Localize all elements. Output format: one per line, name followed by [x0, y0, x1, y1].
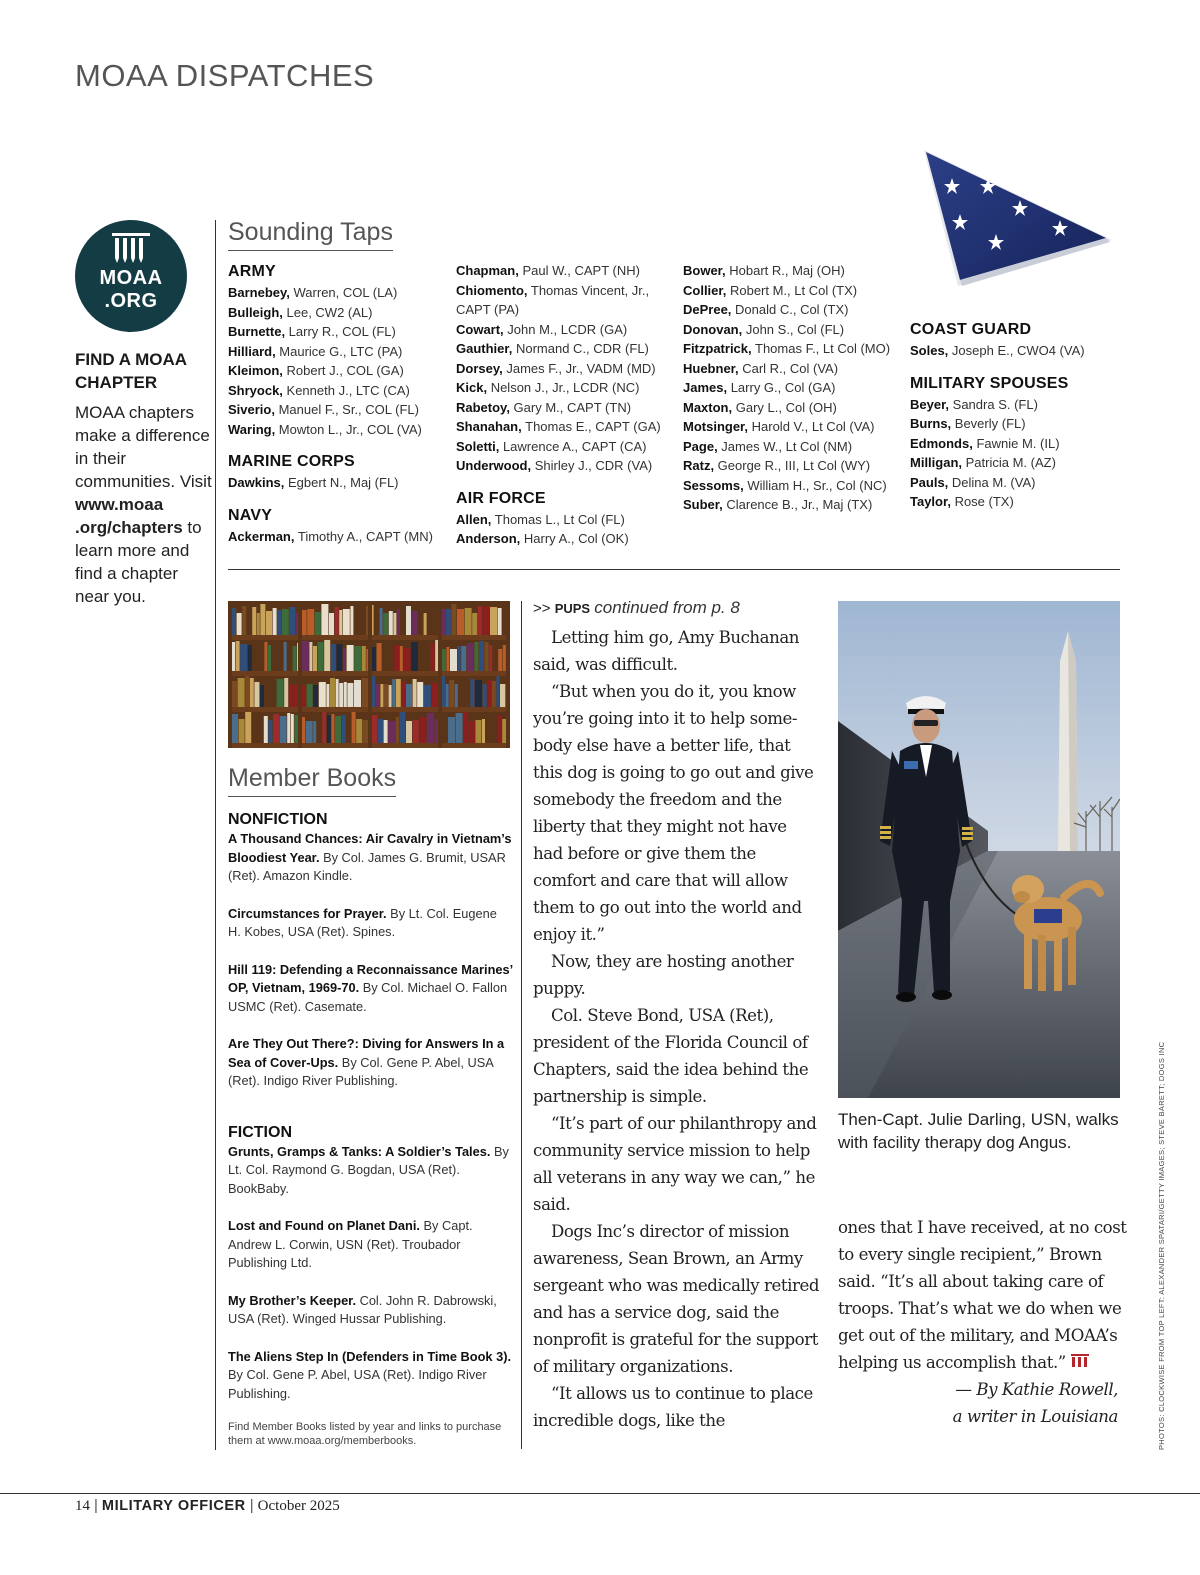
obituary-entry — [456, 261, 668, 281]
name-rank-state: Sandra S. (FL) — [949, 396, 1038, 412]
taps-column-4 — [910, 319, 1120, 512]
surname: Motsinger, — [683, 419, 749, 434]
article-paragraph: Now, they are hosting another puppy. — [533, 952, 794, 998]
name-rank-state: Gary L., Col (OH) — [732, 399, 837, 415]
obituary-entry — [456, 529, 668, 549]
obituary-entry — [683, 261, 898, 281]
kicker-arrow: >> — [533, 600, 551, 617]
name-rank-state: Thomas E., CAPT (GA) — [521, 419, 661, 434]
surname: Taylor, — [910, 494, 951, 509]
book-entry — [228, 1348, 513, 1404]
name-rank-state: William H., Sr., Col (NC) — [743, 477, 887, 493]
obituary-entry — [228, 322, 450, 342]
logo-text-moaa: MOAA — [99, 267, 163, 289]
obituary-entry — [910, 453, 1120, 473]
page-number: 14 — [75, 1498, 90, 1514]
obituary-entry — [683, 417, 898, 437]
byline-author: — By Kathie Rowell, — [955, 1380, 1118, 1399]
branch-header: ARMY — [228, 263, 276, 280]
name-rank-state: Larry G., Col (GA) — [727, 380, 836, 395]
book-author-publisher: By Col. Gene P. Abel, USA (Ret). Indigo River Publishing. — [228, 1054, 494, 1088]
obituary-entry — [683, 456, 898, 476]
name-rank-state: Fawnie M. (IL) — [972, 435, 1060, 451]
book-title: A Thousand Chances: Air Cavalry in Vietnam’s Bloodiest Year. — [228, 831, 512, 865]
name-rank-state: Paul W., CAPT (NH) — [518, 263, 640, 278]
obituary-entry — [683, 398, 898, 418]
find-chapter-text-end: to learn more and find a chapter near you. — [75, 518, 202, 606]
surname: Donovan, — [683, 321, 743, 337]
section-title: MOAA DISPATCHES — [75, 58, 375, 93]
obituary-entry — [456, 359, 668, 379]
branch-header: MILITARY SPOUSES — [910, 374, 1069, 392]
surname: James, — [683, 380, 728, 395]
surname: Suber, — [683, 497, 723, 512]
name-rank-state: Harry A., Col (OK) — [520, 531, 629, 546]
surname: Page, — [683, 438, 718, 454]
name-rank-state: Joseph E., CWO4 (VA) — [948, 343, 1085, 358]
name-rank-state: Manuel F., Sr., COL (FL) — [274, 402, 419, 417]
book-entry — [228, 1292, 513, 1329]
book-entry — [228, 1035, 513, 1091]
obituary-entry — [456, 398, 668, 418]
obituary-entry — [910, 492, 1120, 512]
surname: Huebner, — [683, 360, 739, 376]
obituary-entry — [456, 417, 668, 437]
obituary-entry — [228, 473, 450, 493]
book-title: Lost and Found on Planet Dani. — [228, 1218, 420, 1233]
surname: Fitzpatrick, — [683, 341, 752, 356]
find-chapter-body — [75, 401, 215, 608]
surname: Underwood, — [456, 458, 532, 473]
obituary-entry — [228, 283, 450, 303]
book-entry — [228, 1217, 513, 1273]
name-rank-state: Thomas L., Lt Col (FL) — [491, 511, 625, 527]
surname: Waring, — [228, 421, 276, 437]
surname: DePree, — [683, 302, 732, 317]
name-rank-state: Gary M., CAPT (TN) — [509, 399, 632, 415]
name-rank-state: Mowton L., Jr., COL (VA) — [275, 421, 422, 437]
surname: Kick, — [456, 380, 488, 395]
obituary-entry — [683, 300, 898, 320]
book-author-publisher: Col. John R. Dabrowski, USA (Ret). Winged Hussar Publishing. — [228, 1292, 497, 1326]
moaa-flag-icon — [112, 233, 150, 265]
book-entry — [228, 905, 513, 942]
surname: Chapman, — [456, 263, 519, 278]
name-rank-state: Lawrence A., CAPT (CA) — [499, 438, 647, 454]
article-paragraph: “It allows us to continue to place incredible dogs, like the — [533, 1384, 813, 1430]
member-books-title: Member Books — [228, 764, 396, 797]
book-author-publisher: By Lt. Col. Raymond G. Bogdan, USA (Ret). BookBaby. — [228, 1143, 509, 1196]
name-rank-state: George R., III, Lt Col (WY) — [714, 458, 871, 473]
surname: Cowart, — [456, 321, 504, 337]
find-chapter-text: MOAA chapters make a difference in their communities. Visit — [75, 403, 212, 491]
taps-column-2 — [456, 261, 668, 549]
obituary-entry — [456, 320, 668, 340]
surname: Shanahan, — [456, 419, 522, 434]
surname: Collier, — [683, 282, 727, 298]
surname: Sessoms, — [683, 477, 744, 493]
obituary-entry — [456, 437, 668, 457]
kicker-continued: continued from p. 8 — [594, 598, 740, 617]
obituary-entry — [228, 400, 450, 420]
name-rank-state: Shirley J., CDR (VA) — [531, 458, 653, 473]
book-author-publisher: By Col. Gene P. Abel, USA (Ret). Indigo River Publishing. — [228, 1367, 487, 1401]
obituary-entry — [228, 527, 450, 547]
find-chapter-title: FIND A MOAA CHAPTER — [75, 350, 187, 392]
name-rank-state: Harold V., Lt Col (VA) — [748, 419, 875, 434]
book-entry — [228, 830, 513, 886]
book-entry — [228, 961, 513, 1017]
surname: Bower, — [683, 263, 726, 278]
article-paragraph: Letting him go, Amy Buchanan said, was difficult. — [533, 628, 800, 674]
name-rank-state: Lee, CW2 (AL) — [282, 304, 373, 320]
surname: Chiomento, — [456, 282, 528, 298]
obituary-entry — [228, 361, 450, 381]
surname: Siverio, — [228, 402, 275, 417]
obituary-entry — [456, 456, 668, 476]
obituary-entry — [683, 320, 898, 340]
book-author-publisher: By Col. Michael O. Fallon USMC (Ret). Casemate. — [228, 980, 508, 1014]
book-title: Hill 119: Defending a Reconnaissance Marines’ OP, Vietnam, 1969-70. — [228, 961, 513, 995]
moaa-end-mark-icon — [1071, 1354, 1089, 1370]
book-author-publisher: By Lt. Col. Eugene H. Kobes, USA (Ret). Spines. — [228, 905, 497, 939]
name-rank-state: Rose (TX) — [950, 494, 1014, 509]
surname: Allen, — [456, 511, 492, 527]
taps-column-3 — [683, 261, 898, 515]
column-divider-left — [215, 220, 216, 1450]
name-rank-state: Egbert N., Maj (FL) — [284, 475, 399, 490]
moaa-org-logo[interactable] — [75, 220, 187, 332]
article-paragraph: “It’s part of our philanthropy and community service mission to help all veterans in any way we can,” he said. — [533, 1114, 817, 1214]
photo-credit: PHOTOS: CLOCKWISE FROM TOP LEFT: ALEXANDER SPATARI/GETTY IMAGES; STEVE BARETT; DOGS INC — [1157, 1041, 1166, 1450]
member-books-footnote: Find Member Books listed by year and links to purchase them at www.moaa.org/memberbooks. — [228, 1421, 502, 1447]
obituary-entry — [228, 381, 450, 401]
article-paragraph: Dogs Inc’s director of mission awareness, Sean Brown, an Army sergeant who was medically retired and has a service dog, said the nonprofit is grateful for the support of military organizations. — [533, 1222, 820, 1376]
obituary-entry — [683, 281, 898, 301]
surname: Ackerman, — [228, 528, 295, 544]
obituary-entry — [683, 437, 898, 457]
article-paragraph: Col. Steve Bond, USA (Ret), president of the Florida Council of Chapters, said the idea behind the partnership is simple. — [533, 1006, 809, 1106]
nonfiction-list — [228, 830, 513, 1091]
surname: Maxton, — [683, 399, 733, 415]
obituary-entry — [683, 339, 898, 359]
magazine-name: MILITARY OFFICER — [101, 1498, 246, 1514]
name-rank-state: Thomas F., Lt Col (MO) — [751, 341, 891, 356]
surname: Gauthier, — [456, 341, 513, 356]
obituary-entry — [228, 342, 450, 362]
surname: Hilliard, — [228, 343, 276, 359]
page-footer: 14 | MILITARY OFFICER | October 2025 — [75, 1497, 340, 1514]
surname: Anderson, — [456, 531, 521, 546]
nonfiction-header: NONFICTION — [228, 811, 328, 828]
surname: Dorsey, — [456, 360, 503, 376]
logo-text-org: .ORG — [104, 290, 158, 312]
obituary-entry — [683, 378, 898, 398]
book-entry — [228, 1143, 513, 1199]
sounding-taps-title: Sounding Taps — [228, 218, 393, 251]
surname: Kleimon, — [228, 363, 283, 378]
byline-description: a writer in Louisiana — [952, 1407, 1118, 1426]
taps-column-1 — [228, 261, 450, 546]
obituary-entry — [456, 378, 668, 398]
name-rank-state: John S., Col (FL) — [742, 321, 845, 337]
surname: Beyer, — [910, 396, 950, 412]
folded-flag-image — [920, 148, 1118, 290]
name-rank-state: Larry R., COL (FL) — [285, 324, 396, 339]
chapters-link[interactable]: www.moaa .org/chapters — [75, 495, 183, 537]
book-title: My Brother’s Keeper. — [228, 1292, 357, 1308]
surname: Bulleigh, — [228, 304, 283, 320]
book-title: Grunts, Gramps & Tanks: A Soldier’s Tales. — [228, 1143, 491, 1159]
book-title: Are They Out There?: Diving for Answers In a Sea of Cover-Ups. — [228, 1036, 505, 1070]
book-author-publisher: By Col. James G. Brumit, USAR (Ret). Amazon Kindle. — [228, 849, 506, 883]
name-rank-state: Normand C., CDR (FL) — [512, 341, 649, 356]
name-rank-state: James F., Jr., VADM (MD) — [502, 360, 656, 376]
name-rank-state: Thomas Vincent, Jr., CAPT (PA) — [456, 282, 650, 317]
obituary-entry — [910, 341, 1120, 361]
surname: Milligan, — [910, 455, 962, 470]
article-ending-text: ones that I have received, at no cost to every single recipient,” Brown said. “It’s all about taking care of troops. That’s what we do when we get out of the military, and MOAA’s helping us accomplish that.” — [838, 1218, 1127, 1372]
fiction-header: FICTION — [228, 1123, 292, 1141]
name-rank-state: Timothy A., CAPT (MN) — [294, 528, 433, 544]
name-rank-state: Hobart R., Maj (OH) — [725, 263, 845, 278]
name-rank-state: Donald C., Col (TX) — [731, 302, 849, 317]
obituary-entry — [683, 359, 898, 379]
column-divider-article — [521, 601, 522, 1449]
article-column-2 — [838, 1214, 1128, 1430]
surname: Shryock, — [228, 382, 283, 398]
surname: Rabetoy, — [456, 399, 510, 415]
name-rank-state: Beverly (FL) — [951, 416, 1026, 431]
surname: Ratz, — [683, 458, 715, 473]
book-title: Circumstances for Prayer. — [228, 905, 387, 921]
name-rank-state: Patricia M. (AZ) — [962, 455, 1056, 470]
book-author-publisher: By Capt. Andrew L. Corwin, USN (Ret). Troubador Publishing Ltd. — [228, 1218, 473, 1270]
article-column-1 — [533, 599, 819, 1434]
name-rank-state: Nelson J., Jr., LCDR (NC) — [487, 380, 640, 395]
name-rank-state: Maurice G., LTC (PA) — [275, 343, 403, 359]
bookshelf-image — [228, 601, 510, 748]
footer-rule — [0, 1493, 1200, 1494]
name-rank-state: Warren, COL (LA) — [289, 285, 398, 300]
branch-header: NAVY — [228, 506, 273, 524]
name-rank-state: John M., LCDR (GA) — [503, 321, 628, 337]
obituary-entry — [456, 510, 668, 530]
name-rank-state: Robert J., COL (GA) — [282, 363, 404, 378]
photo-caption: Then-Capt. Julie Darling, USN, walks with facility therapy dog Angus. — [838, 1110, 1119, 1152]
name-rank-state: Delina M. (VA) — [948, 474, 1036, 490]
member-books-list — [228, 810, 513, 1448]
surname: Dawkins, — [228, 475, 285, 490]
fiction-list — [228, 1143, 513, 1404]
obituary-entry — [910, 414, 1120, 434]
obituary-entry — [910, 473, 1120, 493]
book-title: The Aliens Step In (Defenders in Time Book 3). — [228, 1348, 512, 1364]
name-rank-state: Clarence B., Jr., Maj (TX) — [722, 497, 873, 512]
surname: Edmonds, — [910, 435, 973, 451]
name-rank-state: Robert M., Lt Col (TX) — [726, 282, 858, 298]
section-divider — [228, 569, 1120, 570]
surname: Pauls, — [910, 474, 949, 490]
branch-header: AIR FORCE — [456, 489, 546, 507]
surname: Burns, — [910, 416, 952, 431]
article-paragraph: “But when you do it, you know you’re going into it to help somebody else have a better life, that this dog is going to go out and give somebody the freedom and the liberty that they might not have had before or give them the comfort and care that will allow them to go out into the world and enjoy it.” — [533, 682, 814, 944]
obituary-entry — [456, 339, 668, 359]
surname: Burnette, — [228, 324, 286, 339]
obituary-entry — [456, 281, 668, 320]
issue-date: October 2025 — [257, 1498, 340, 1514]
name-rank-state: Kenneth J., LTC (CA) — [282, 382, 410, 398]
kicker-tag: PUPS — [554, 601, 591, 616]
obituary-entry — [683, 495, 898, 515]
surname: Soletti, — [456, 438, 500, 454]
surname: Soles, — [910, 343, 949, 358]
article-kicker — [533, 599, 819, 618]
name-rank-state: James W., Lt Col (NM) — [717, 438, 853, 454]
officer-with-dog-photo — [838, 601, 1120, 1098]
branch-header: COAST GUARD — [910, 321, 1032, 338]
name-rank-state: Carl R., Col (VA) — [738, 360, 839, 376]
obituary-entry — [683, 476, 898, 496]
obituary-entry — [228, 303, 450, 323]
obituary-entry — [228, 420, 450, 440]
surname: Barnebey, — [228, 285, 290, 300]
obituary-entry — [910, 395, 1120, 415]
branch-header: MARINE CORPS — [228, 453, 355, 470]
obituary-entry — [910, 434, 1120, 454]
